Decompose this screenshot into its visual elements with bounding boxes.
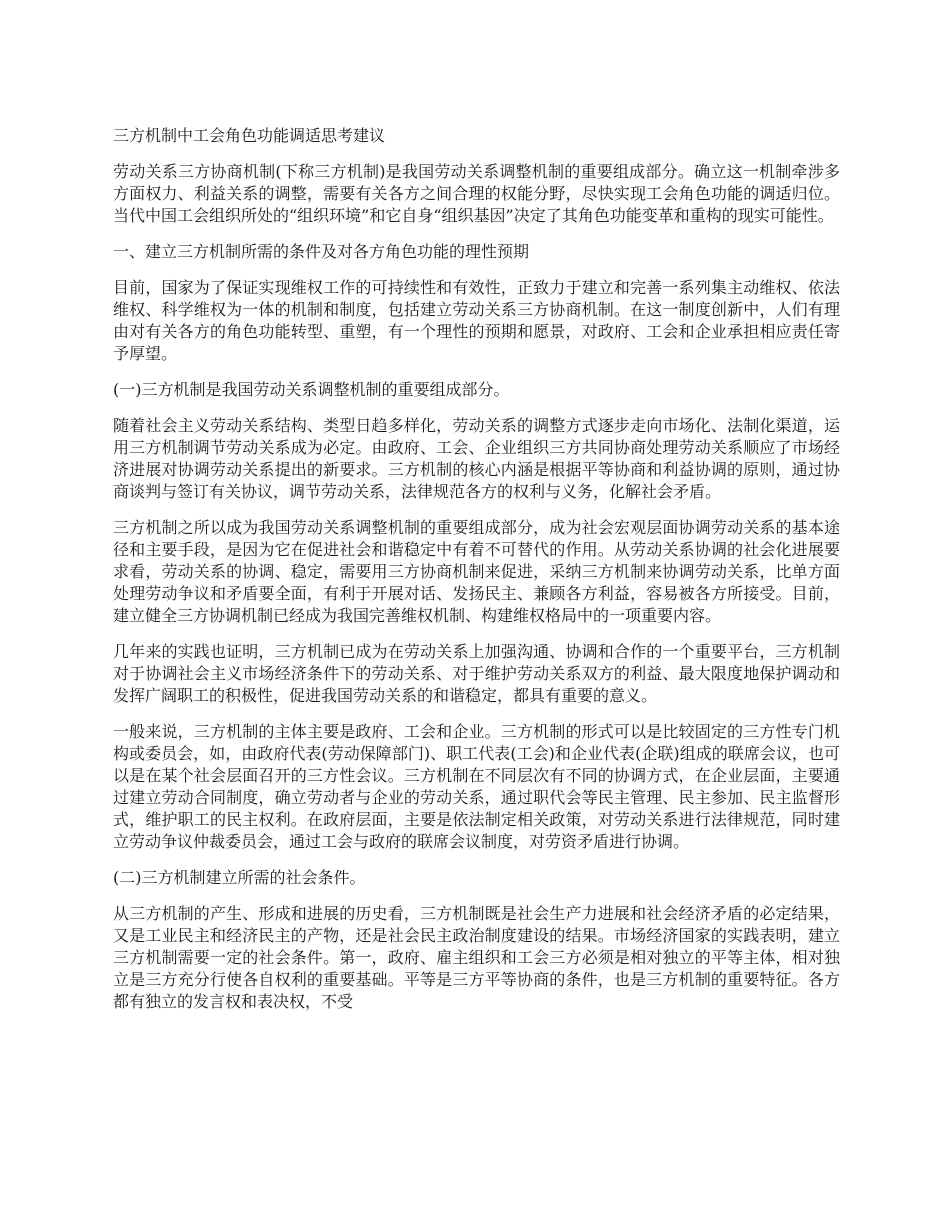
paragraph: 三方机制之所以成为我国劳动关系调整机制的重要组成部分，成为社会宏观层面协调劳动关系的基本途径和主要手段，是因为它在促进社会和谐稳定中有着不可替代的作用。从劳动关系协调的社会化进展要求看，劳动关系的协调、稳定，需要用三方协商机制来促进，采纳三方机制来协调劳动关系，比单方面处理劳动争议和矛盾要全面，有利于开展对话、发扬民主、兼顾各方利益，容易被各方所接受。目前，建立健全三方协调机制已经成为我国完善维权机制、构建维权格局中的一项重要内容。	[113, 518, 840, 625]
paragraph: 几年来的实践也证明，三方机制已成为在劳动关系上加强沟通、协调和合作的一个重要平台，三方机制对于协调社会主义市场经济条件下的劳动关系、对于维护劳动关系双方的利益、最大限度地保护调动和发挥广阔职工的积极性，促进我国劳动关系的和谐稳定，都具有重要的意义。	[113, 642, 840, 705]
document-page	[113, 125, 840, 1027]
paragraph: 目前，国家为了保证实现维权工作的可持续性和有效性，正致力于建立和完善一系列集主动维权、依法维权、科学维权为一体的机制和制度，包括建立劳动关系三方协商机制。在这一制度创新中，人们有理由对有关各方的角色功能转型、重塑，有一个理性的预期和愿景，对政府、工会和企业承担相应责任寄予厚望。	[113, 278, 840, 363]
document-title: 三方机制中工会角色功能调适思考建议	[113, 126, 386, 145]
paragraph: 随着社会主义劳动关系结构、类型日趋多样化，劳动关系的调整方式逐步走向市场化、法制化渠道，运用三方机制调节劳动关系成为必定。由政府、工会、企业组织三方共同协商处理劳动关系顺应了市场经济进展对协调劳动关系提出的新要求。三方机制的核心内涵是根据平等协商和利益协调的原则，通过协商谈判与签订有关协议，调节劳动关系，法律规范各方的权利与义务，化解社会矛盾。	[113, 416, 840, 501]
section-heading-1: 一、建立三方机制所需的条件及对各方角色功能的理性预期	[113, 242, 530, 261]
subsection-heading-1: (一)三方机制是我国劳动关系调整机制的重要组成部分。	[113, 380, 510, 399]
paragraph: 从三方机制的产生、形成和进展的历史看，三方机制既是社会生产力进展和社会经济矛盾的必定结果，又是工业民主和经济民主的产物，还是社会民主政治制度建设的结果。市场经济国家的实践表明，建立三方机制需要一定的社会条件。第一，政府、雇主组织和工会三方必须是相对独立的平等主体，相对独立是三方充分行使各自权利的重要基础。平等是三方平等协商的条件，也是三方机制的重要特征。各方都有独立的发言权和表决权，不受	[113, 904, 840, 1011]
paragraph-intro: 劳动关系三方协商机制(下称三方机制)是我国劳动关系调整机制的重要组成部分。确立这一机制牵涉多方面权力、利益关系的调整，需要有关各方之间合理的权能分野，尽快实现工会角色功能的调适归位。当代中国工会组织所处的“组织环境”和它自身“组织基因”决定了其角色功能变革和重构的现实可能性。	[113, 162, 840, 225]
subsection-heading-2: (二)三方机制建立所需的社会条件。	[113, 868, 366, 887]
paragraph: 一般来说，三方机制的主体主要是政府、工会和企业。三方机制的形式可以是比较固定的三方性专门机构或委员会，如，由政府代表(劳动保障部门)、职工代表(工会)和企业代表(企联)组成的联席会议，也可以是在某个社会层面召开的三方性会议。三方机制在不同层次有不同的协调方式，在企业层面，主要通过建立劳动合同制度，确立劳动者与企业的劳动关系，通过职代会等民主管理、民主参加、民主监督形式，维护职工的民主权利。在政府层面，主要是依法制定相关政策，对劳动关系进行法律规范，同时建立劳动争议仲裁委员会，通过工会与政府的联席会议制度，对劳资矛盾进行协调。	[113, 722, 840, 851]
